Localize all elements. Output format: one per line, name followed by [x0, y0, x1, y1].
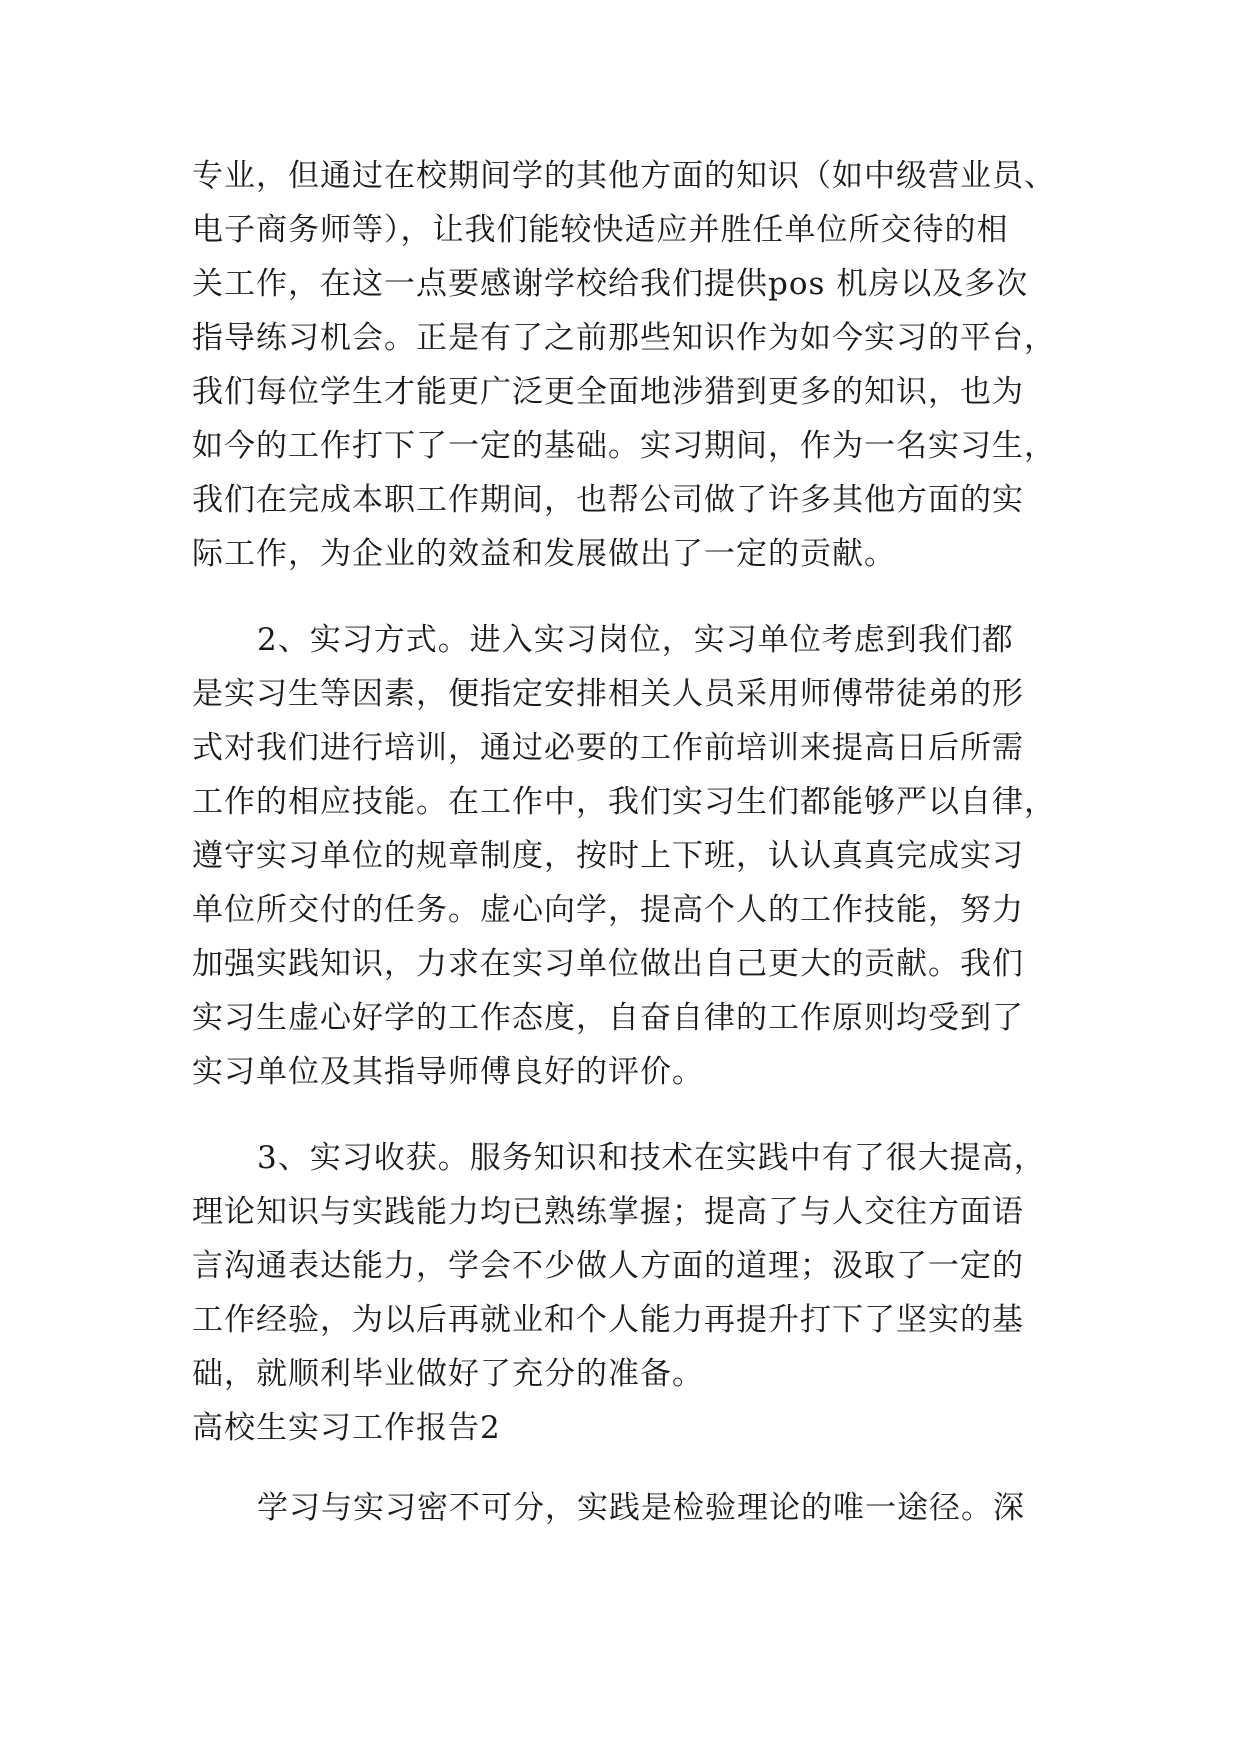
paragraph-line: 电子商务师等），让我们能较快适应并胜任单位所交待的相 — [192, 212, 1009, 248]
paragraph-line: 础，就顺利毕业做好了充分的准备。 — [192, 1356, 704, 1392]
paragraph-line: 学习与实习密不可分，实践是检验理论的唯一途径。深 — [257, 1490, 1025, 1526]
paragraph-line: 式对我们进行培训，通过必要的工作前培训来提高日后所需 — [192, 730, 1024, 766]
paragraph-line: 我们每位学生才能更广泛更全面地涉猎到更多的知识，也为 — [192, 374, 1024, 410]
section-heading: 高校生实习工作报告2 — [192, 1410, 501, 1446]
paragraph-line: 实习生虚心好学的工作态度，自奋自律的工作原则均受到了 — [192, 1000, 1024, 1036]
paragraph-line: 言沟通表达能力，学会不少做人方面的道理；汲取了一定的 — [192, 1248, 1024, 1284]
paragraph-line: 单位所交付的任务。虚心向学，提高个人的工作技能，努力 — [192, 892, 1024, 928]
paragraph-line: 加强实践知识，力求在实习单位做出自己更大的贡献。我们 — [192, 946, 1024, 982]
paragraph-line: 2、实习方式。进入实习岗位，实习单位考虑到我们都 — [257, 622, 1014, 658]
paragraph-line: 关工作，在这一点要感谢学校给我们提供pos 机房以及多次 — [192, 266, 1029, 302]
paragraph-line: 是实习生等因素，便指定安排相关人员采用师傅带徒弟的形 — [192, 676, 1024, 712]
paragraph-line: 如今的工作打下了一定的基础。实习期间，作为一名实习生， — [192, 428, 1056, 464]
paragraph-line: 工作的相应技能。在工作中，我们实习生们都能够严以自律， — [192, 784, 1056, 820]
paragraph-line: 3、实习收获。服务知识和技术在实践中有了很大提高， — [257, 1140, 1046, 1176]
paragraph-line: 遵守实习单位的规章制度，按时上下班，认认真真完成实习 — [192, 838, 1024, 874]
paragraph-line: 际工作，为企业的效益和发展做出了一定的贡献。 — [192, 536, 896, 572]
paragraph-line: 理论知识与实践能力均已熟练掌握；提高了与人交往方面语 — [192, 1194, 1024, 1230]
paragraph-line: 指导练习机会。正是有了之前那些知识作为如今实习的平台， — [192, 320, 1056, 356]
paragraph-line: 实习单位及其指导师傅良好的评价。 — [192, 1054, 704, 1090]
paragraph-line: 专业，但通过在校期间学的其他方面的知识（如中级营业员、 — [192, 158, 1056, 194]
paragraph-line: 我们在完成本职工作期间，也帮公司做了许多其他方面的实 — [192, 482, 1024, 518]
paragraph-line: 工作经验，为以后再就业和个人能力再提升打下了坚实的基 — [192, 1302, 1024, 1338]
